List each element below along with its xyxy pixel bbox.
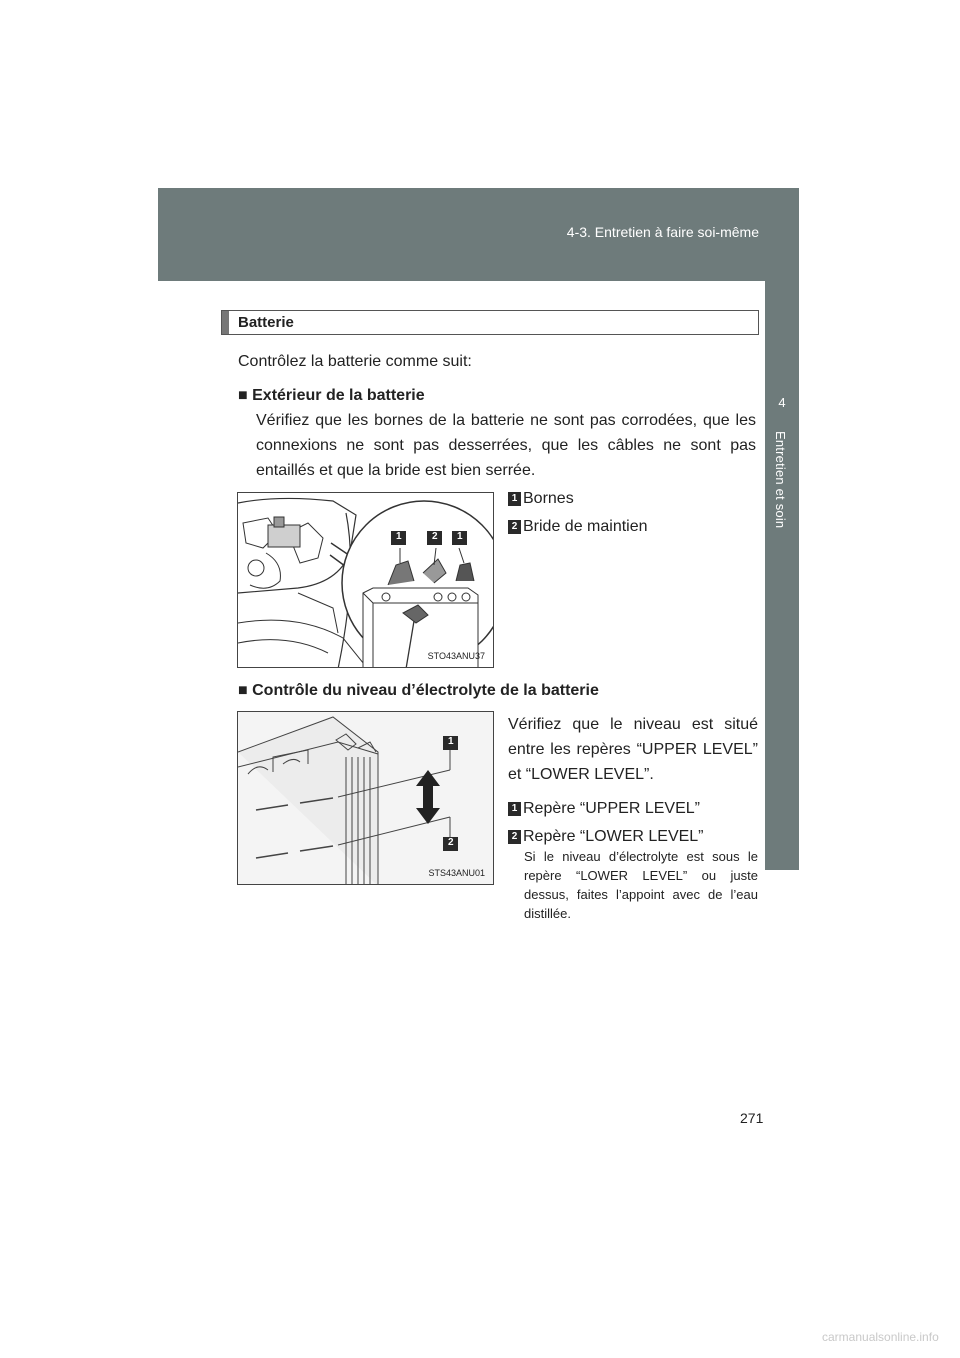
battery-exterior-figure [237,492,494,668]
exterior-heading [238,383,425,409]
figure1-callouts [391,531,467,545]
number-badge: 2 [508,520,521,534]
section-accent [222,311,229,334]
callout-2: 2 [432,531,438,542]
legend-item [508,796,704,822]
number-badge: 2 [508,830,521,844]
legend-label: Bride de maintien [523,518,648,535]
number-badge: 1 [508,802,521,816]
callout-1b: 1 [457,531,463,542]
legend-item [508,514,648,540]
square-bullet-icon: ■ [238,682,248,699]
electrolyte-level-figure [237,711,494,885]
page-number: 271 [740,1110,764,1126]
legend-item [508,486,648,512]
chapter-number: 4 [778,395,786,410]
section-title: Batterie [238,314,294,331]
legend-label: Bornes [523,490,574,507]
number-badge: 1 [508,492,521,506]
chapter-side-tab [765,281,799,870]
battery-side-illustration [238,712,494,885]
electrolyte-body: Vérifiez que le niveau est situé entre les repères “UPPER LEVEL” et “LOWER LEVEL”. [508,716,758,783]
figure-code: STO43ANU37 [427,651,485,661]
electrolyte-note: Si le niveau d’électrolyte est sous le repère “LOWER LEVEL” ou juste dessus, faites l’appoint avec de l’eau distillée. [524,849,758,921]
chapter-label: Entretien et soin [773,431,788,529]
square-bullet-icon: ■ [238,387,248,404]
electrolyte-legend [508,796,704,852]
engine-bay-illustration [238,493,494,668]
figure-code: STS43ANU01 [428,868,485,878]
exterior-body: Vérifiez que les bornes de la batterie ne sont pas corrodées, que les connexions ne sont pas desserrées, que les câbles ne sont pas entaillés et que la bride est bien serrée. [256,412,756,479]
intro-text: Contrôlez la batterie comme suit: [238,353,472,370]
callout-1: 1 [448,736,454,747]
header-bar [158,188,799,281]
section-breadcrumb: 4-3. Entretien à faire soi-même [566,224,759,240]
callout-2: 2 [448,837,454,848]
legend-label: Repère “LOWER LEVEL” [523,828,704,845]
section-title-box [221,310,759,335]
watermark-link[interactable]: carmanualsonline.info [822,1330,939,1344]
electrolyte-heading-text: Contrôle du niveau d’électrolyte de la batterie [252,682,599,699]
exterior-legend [508,486,648,542]
callout-1a: 1 [396,531,402,542]
exterior-heading-text: Extérieur de la batterie [252,387,425,404]
electrolyte-heading [238,678,599,704]
legend-label: Repère “UPPER LEVEL” [523,800,700,817]
